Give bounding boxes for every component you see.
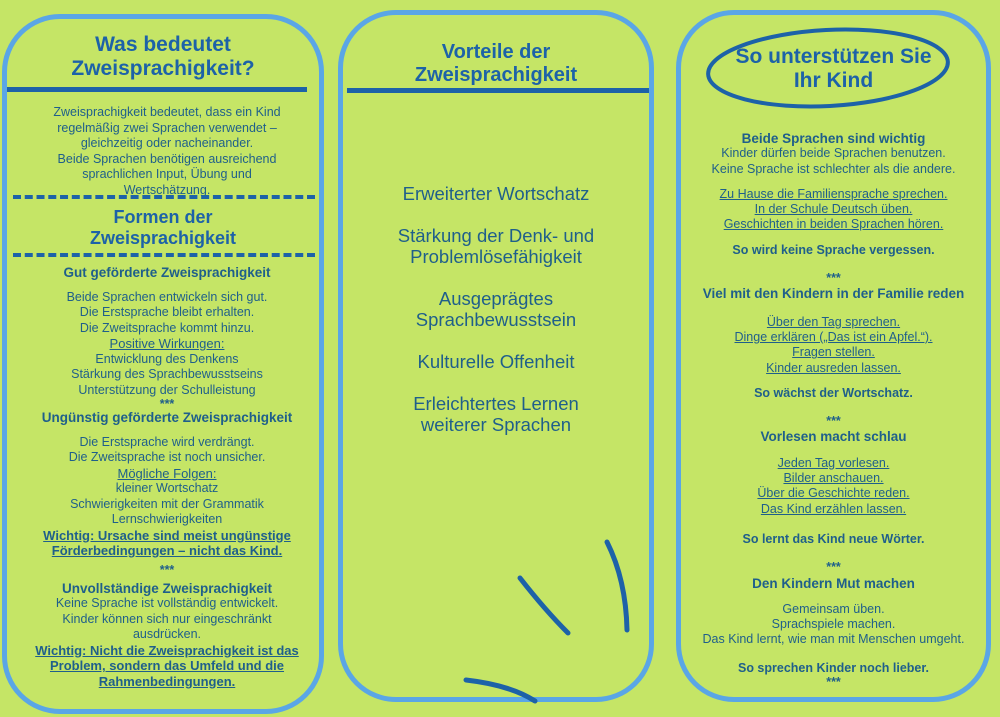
- text-line: Beide Sprachen entwickeln sich gut.: [66, 289, 268, 304]
- tip-line: Über den Tag sprechen.: [766, 314, 901, 329]
- text-line: Die Zweitsprache kommt hinzu.: [79, 320, 255, 335]
- brush-stroke-icon: [466, 680, 535, 701]
- panel2-title-line: Zweisprachigkeit: [414, 64, 578, 86]
- tip-line: Geschichten in beiden Sprachen hören.: [723, 217, 944, 232]
- tip-line: Fragen stellen.: [792, 345, 875, 360]
- section-heading: Beide Sprachen sind wichtig: [741, 131, 926, 146]
- advantage-text: Erleichtertes Lernen: [413, 393, 579, 414]
- intro-line: Beide Sprachen benötigen ausreichend: [57, 151, 277, 166]
- separator: ***: [159, 562, 175, 577]
- text-line: kleiner Wortschatz: [115, 481, 219, 495]
- panel1-title-line: Was bedeutet: [95, 33, 231, 56]
- tip-line: Jeden Tag vorlesen.: [777, 455, 890, 470]
- text-line: Keine Sprache ist vollständig entwickelt.: [55, 596, 279, 610]
- section-heading: Viel mit den Kindern in der Familie reden: [702, 286, 965, 302]
- incomplete-heading: Unvollständige Zweisprachigkeit: [61, 580, 273, 596]
- brush-stroke-icon: [520, 578, 568, 633]
- panel3-title-line: Ihr Kind: [793, 69, 874, 92]
- advantage-text: Ausgeprägtes: [438, 288, 554, 309]
- section-heading: Den Kindern Mut machen: [752, 575, 915, 591]
- tip-line: Bilder anschauen.: [783, 471, 884, 486]
- text-line: Die Erstsprache wird verdrängt.: [79, 434, 255, 449]
- section-heading: Vorlesen macht schlau: [760, 429, 907, 445]
- text-line: Die Zweitsprache ist noch unsicher.: [68, 450, 266, 464]
- text-line: Keine Sprache ist schlechter als die andere.: [711, 161, 956, 176]
- text-line: Das Kind lernt, wie man mit Menschen umgeht.: [702, 632, 965, 647]
- tip-line: Dinge erklären („Das ist ein Apfel.“).: [734, 329, 933, 344]
- separator: ***: [826, 271, 841, 286]
- advantage-text: Stärkung der Denk- und: [397, 225, 595, 246]
- important-note: Problem, sondern das Umfeld und die: [49, 658, 285, 673]
- advantage-text: Sprachbewusstsein: [415, 309, 577, 330]
- important-note: Rahmenbedingungen.: [98, 673, 236, 689]
- panel2-title-line: Vorteile der: [441, 41, 551, 63]
- panel3-title-line: So unterstützen Sie: [735, 45, 932, 68]
- important-note: Wichtig: Nicht die Zweisprachigkeit ist das: [35, 642, 299, 658]
- separator: ***: [159, 397, 175, 411]
- text-line: Kinder dürfen beide Sprachen benutzen.: [721, 146, 946, 161]
- effects-label: Positive Wirkungen:: [109, 336, 225, 351]
- intro-line: Wertschätzung.: [123, 182, 211, 197]
- text-line: Kinder können sich nur eingeschränkt: [62, 611, 272, 626]
- text-line: Lernschwierigkeiten: [111, 512, 223, 526]
- text-line: Unterstützung der Schulleistung: [78, 382, 256, 397]
- brush-stroke-icon: [607, 542, 627, 630]
- advantage-text: weiterer Sprachen: [420, 414, 572, 435]
- tip-line: Das Kind erzählen lassen.: [760, 501, 907, 516]
- forms-title-line: Zweisprachigkeit: [89, 228, 237, 248]
- important-note: Förderbedingungen – nicht das Kind.: [51, 543, 283, 558]
- intro-line: regelmäßig zwei Sprachen verwendet –: [57, 120, 277, 135]
- section-summary: So wird keine Sprache vergessen.: [732, 242, 935, 257]
- advantage-text: Problemlösefähigkeit: [410, 246, 582, 267]
- intro-line: gleichzeitig oder nacheinander.: [80, 136, 254, 150]
- intro-line: Zweisprachigkeit bedeutet, dass ein Kind: [53, 105, 281, 119]
- separator: ***: [826, 560, 841, 575]
- separator: ***: [826, 675, 841, 690]
- text-line: Schwierigkeiten mit der Grammatik: [70, 496, 264, 511]
- text-line: Gemeinsam üben.: [782, 601, 885, 616]
- separator: ***: [826, 414, 841, 429]
- text-line: ausdrücken.: [132, 627, 202, 641]
- good-heading: Gut geförderte Zweisprachigkeit: [63, 265, 271, 280]
- advantage-text: Erweiterter Wortschatz: [402, 183, 590, 204]
- tip-line: Über die Geschichte reden.: [757, 486, 910, 501]
- text-line: Sprachspiele machen.: [771, 617, 896, 632]
- forms-title-line: Formen der: [113, 207, 213, 227]
- text-line: Entwicklung des Denkens: [95, 351, 239, 366]
- bad-heading: Ungünstig geförderte Zweisprachigkeit: [41, 410, 293, 425]
- tip-line: In der Schule Deutsch üben.: [754, 202, 913, 217]
- title-circle-icon: [706, 24, 950, 112]
- tip-line: Kinder ausreden lassen.: [766, 360, 901, 375]
- advantage-text: Kulturelle Offenheit: [417, 351, 575, 372]
- section-summary: So wächst der Wortschatz.: [754, 385, 913, 400]
- text-line: Die Erstsprache bleibt erhalten.: [79, 305, 255, 319]
- intro-line: sprachlichen Input, Übung und: [82, 167, 252, 181]
- section-summary: So sprechen Kinder noch lieber.: [737, 660, 930, 675]
- section-summary: So lernt das Kind neue Wörter.: [742, 531, 925, 546]
- text-line: Stärkung des Sprachbewusstseins: [71, 367, 263, 381]
- panel1-title-line: Zweisprachigkeit?: [71, 57, 255, 80]
- important-note: Wichtig: Ursache sind meist ungünstige: [43, 527, 291, 543]
- consequences-label: Mögliche Folgen:: [117, 465, 217, 481]
- tip-line: Zu Hause die Familiensprache sprechen.: [719, 186, 948, 201]
